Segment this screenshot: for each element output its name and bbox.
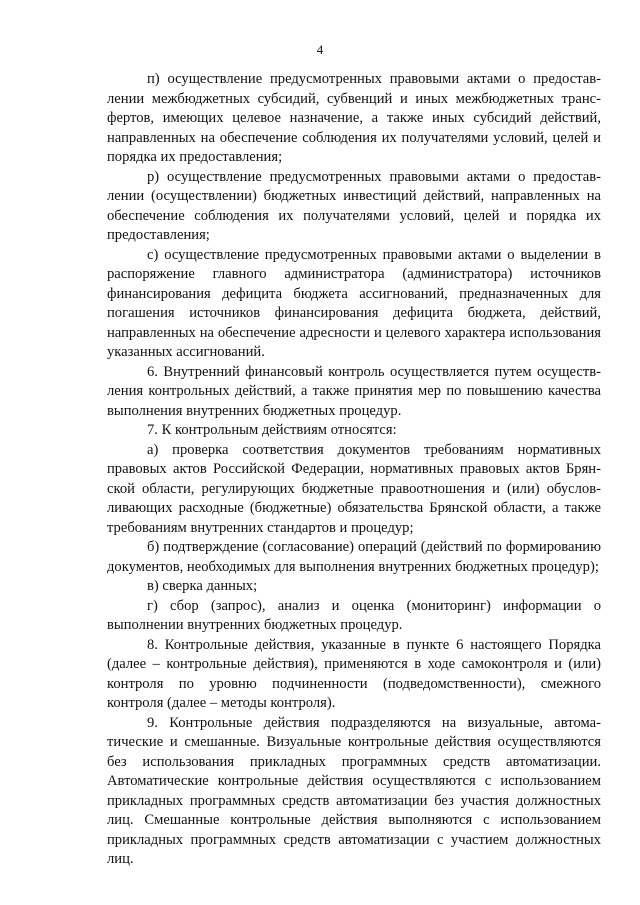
paragraph-s: с) осуществление предусмотренных правовыми актами о выделении в распоряжение главного администратора (администратора) источников финансирования дефицита бюджета ассигнований, предназначенных для погашения источников финансирования дефицита бюджета, действий, направленных на обеспечение адресности и целевого характера использования указанных ассигнований. — [107, 246, 601, 360]
document-body — [107, 70, 601, 870]
paragraph-7a: а) проверка соответствия документов требованиям нормативных правовых актов Российской Федерации, нормативных правовых актов Брянской области, регулирующих бюджетные правоотношения и (или) обусловливающих расходные (бюджетные) обязательства Брянской области, а также требованиям внутренних стандартов и процедур; — [107, 441, 601, 536]
paragraph-7: 7. К контрольным действиям относятся: — [147, 422, 397, 438]
page-number: 4 — [316, 42, 324, 57]
paragraph-7v: в) сверка данных; — [147, 578, 258, 594]
paragraph-9: 9. Контрольные действия подразделяются на визуальные, автоматические и смешанные. Визуальные контрольные действия осуществляются без использования прикладных программных средств автоматизации. Автоматические контрольные действия осуществляются с использованием прикладных программных средств автоматизации без участия должностных лиц. Смешанные контрольные действия выполняются с использованием прикладных программных средств автоматизации с участием должностных лиц. — [107, 714, 601, 867]
paragraph-r: р) осуществление предусмотренных правовыми актами о предоставлении (осуществлении) бюджетных инвестиций действий, направленных на обеспечение соблюдения их получателями условий, целей и порядка их предоставления; — [107, 168, 601, 243]
paragraph-7b: б) подтверждение (согласование) операций (действий по формированию документов, необходимых для выполнения внутренних бюджетных процедур); — [107, 539, 601, 575]
paragraph-p: п) осуществление предусмотренных правовыми актами о предоставлении межбюджетных субсидий, субвенций и иных межбюджетных трансфертов, имеющих целевое назначение, а также иных субсидий действий, направленных на обеспечение соблюдения их получателями условий, целей и порядка их предоставления; — [107, 71, 601, 165]
paragraph-7g: г) сбор (запрос), анализ и оценка (мониторинг) информации о выполнении внутренних бюджетных процедур. — [107, 597, 601, 633]
paragraph-8: 8. Контрольные действия, указанные в пункте 6 настоящего Порядка (далее – контрольные действия), применяются в ходе самоконтроля и (или) контроля по уровню подчиненности (подведомственности), смежного контроля (далее – методы контроля). — [107, 636, 601, 711]
paragraph-6: 6. Внутренний финансовый контроль осуществляется путем осуществления контрольных действий, а также принятия мер по повышению качества выполнения внутренних бюджетных процедур. — [107, 363, 601, 419]
